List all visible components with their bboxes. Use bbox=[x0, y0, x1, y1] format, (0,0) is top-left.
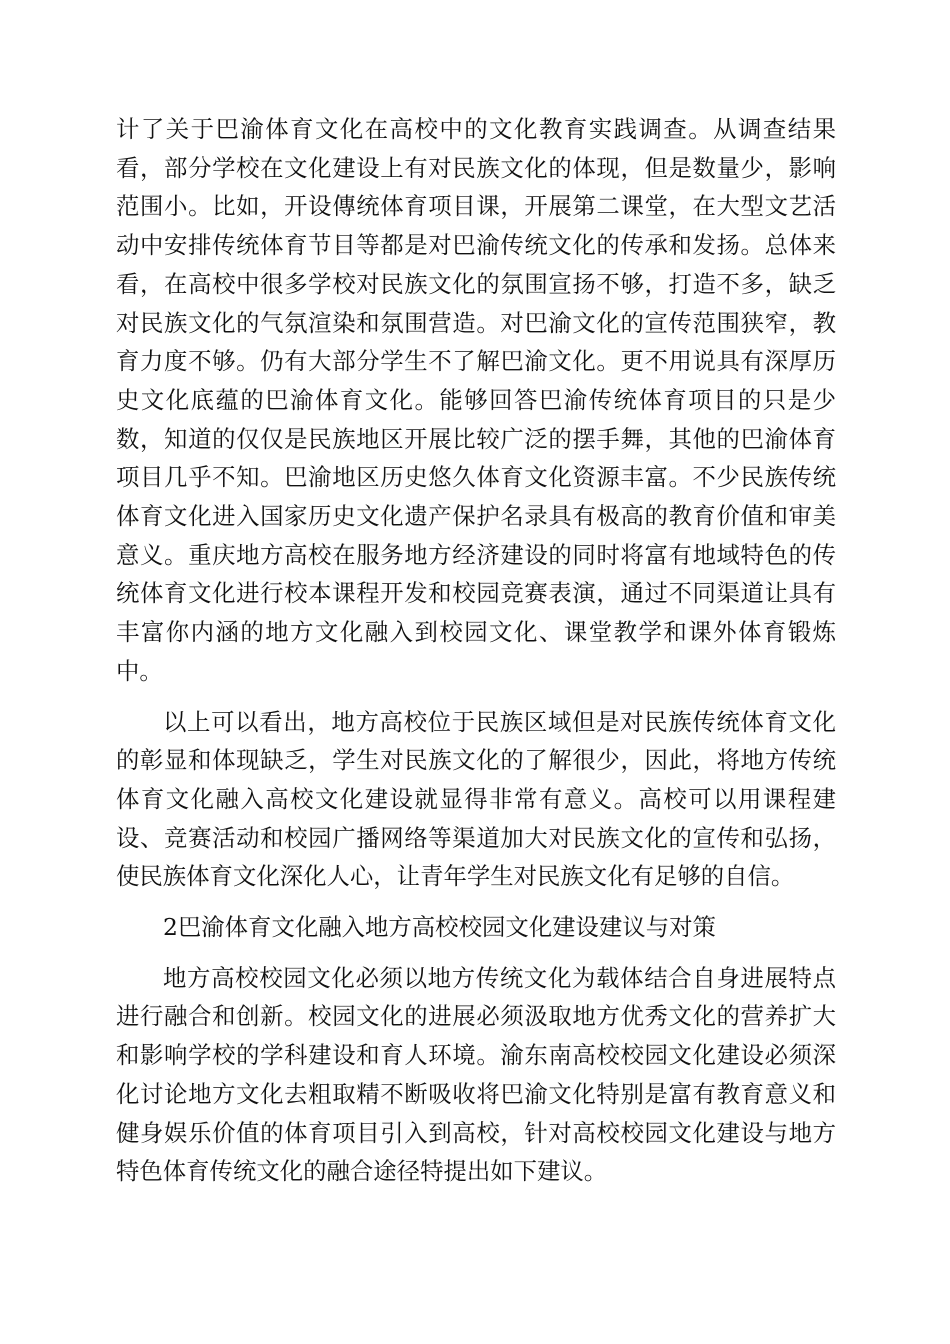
paragraph-section-intro: 地方高校校园文化必须以地方传统文化为载体结合自身进展特点进行融合和创新。校园文化的进展必须汲取地方优秀文化的营养扩大和影响学校的学科建设和育人环境。渝东南高校校园文化建设必须深化讨论地方文化去粗取精不断吸收将巴渝文化特别是富有教育意义和健身娱乐价值的体育项目引入到高校，针对高校校园文化建设与地方特色体育传统文化的融合途径特提出如下建议。 bbox=[116, 963, 836, 1186]
section-heading: 2巴渝体育文化融入地方高校校园文化建设建议与对策 bbox=[163, 913, 716, 942]
paragraph-summary: 以上可以看出，地方高校位于民族区域但是对民族传统体育文化的彰显和体现缺乏，学生对民族文化的了解很少，因此，将地方传统体育文化融入高校文化建设就显得非常有意义。高校可以用课程建设、竞赛活动和校园广播网络等渠道加大对民族文化的宣传和弘扬，使民族体育文化深化人心，让青年学生对民族文化有足够的自信。 bbox=[116, 707, 836, 891]
paragraph-continuation: 计了关于巴渝体育文化在高校中的文化教育实践调查。从调查结果看，部分学校在文化建设上有对民族文化的体现，但是数量少，影响范围小。比如，开设傳统体育项目课，开展第二课堂，在大型文艺活动中安排传统体育节目等都是对巴渝传统文化的传承和发扬。总体来看，在高校中很多学校对民族文化的氛围宣扬不够，打造不多，缺乏对民族文化的气氛渲染和氛围营造。对巴渝文化的宣传范围狭窄，教育力度不够。仍有大部分学生不了解巴渝文化。更不用说具有深厚历史文化底蕴的巴渝体育文化。能够回答巴渝传统体育项目的只是少数，知道的仅仅是民族地区开展比较广泛的摆手舞，其他的巴渝体育项目几乎不知。巴渝地区历史悠久体育文化资源丰富。不少民族传统体育文化进入国家历史文化遗产保护名录具有极高的教育价值和审美意义。重庆地方高校在服务地方经济建设的同时将富有地域特色的传统体育文化进行校本课程开发和校园竞赛表演，通过不同渠道让具有丰富你内涵的地方文化融入到校园文化、课堂教学和课外体育锻炼中。 bbox=[116, 115, 836, 685]
document-body bbox=[116, 110, 836, 1191]
